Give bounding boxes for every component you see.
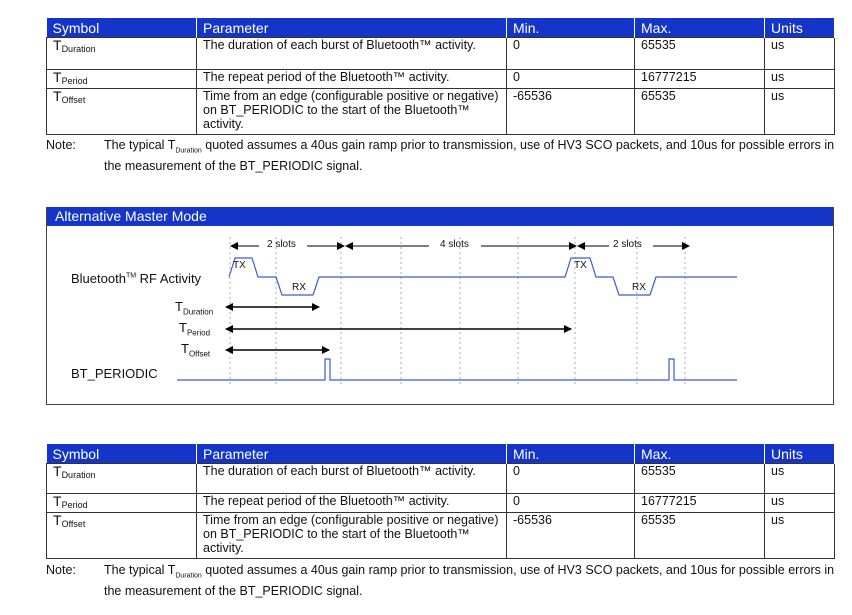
parameter-cell: Time from an edge (configurable positive or negative) on BT_PERIODIC to the start of the Bluetooth™ activity. [197, 89, 507, 135]
t-period-label: $T_{Period}$ [179, 320, 211, 338]
timing-diagram [46, 207, 834, 405]
max-cell: 16777215 [635, 70, 765, 89]
max-cell: 16777215 [635, 494, 765, 513]
slot-label-4-slots: 4 slots [440, 239, 469, 250]
timing-diagram-graphic [47, 207, 835, 405]
header-units: Units [765, 444, 835, 464]
symbol-sub: Duration [61, 44, 96, 54]
table-row [47, 70, 835, 89]
table-row [47, 464, 835, 494]
max-cell: 65535 [635, 38, 765, 70]
note-text: The typical $T_{Duration}$ quoted assumes a 40us gain ramp prior to transmission, use of HV3 SCO packets, and 10us for possible errors in the measurement of the BT_PERIODIC signal. [104, 563, 835, 598]
symbol-cell [47, 494, 197, 513]
parameter-cell: The duration of each burst of Bluetooth™ activity. [197, 38, 507, 70]
symbol-sub: Period [61, 76, 88, 86]
note-text: The typical $T_{Duration}$ quoted assumes a 40us gain ramp prior to transmission, use of HV3 SCO packets, and 10us for possible errors in the measurement of the BT_PERIODIC signal. [104, 138, 835, 173]
table-header-row [47, 18, 835, 38]
rx-label-second: RX [632, 282, 646, 293]
min-cell: 0 [507, 494, 635, 513]
t-timing-arrows [226, 307, 571, 350]
symbol-sub: Period [61, 500, 88, 510]
max-cell: 65535 [635, 513, 765, 559]
min-cell: -65536 [507, 513, 635, 559]
table-row [47, 513, 835, 559]
tx-label-second: TX [574, 260, 587, 271]
units-cell: us [765, 513, 835, 559]
parameter-cell: The duration of each burst of Bluetooth™ activity. [197, 464, 507, 494]
symbol-cell [47, 70, 197, 89]
slot-label-2-slots-second: 2 slots [613, 239, 642, 250]
max-cell: 65535 [635, 464, 765, 494]
t-offset-label: $T_{Offset}$ [181, 341, 211, 359]
rf-activity-label: Bluetooth™ RF Activity [71, 271, 202, 286]
header-max: Max. [635, 18, 765, 38]
min-cell: 0 [507, 38, 635, 70]
parameter-cell: The repeat period of the Bluetooth™ activity. [197, 494, 507, 513]
header-units: Units [765, 18, 835, 38]
table-row [47, 38, 835, 70]
symbol-cell [47, 513, 197, 559]
bt-periodic-waveform [177, 359, 737, 380]
parameter-table-top [46, 18, 835, 135]
header-max: Max. [635, 444, 765, 464]
table-row [47, 89, 835, 135]
header-min: Min. [507, 444, 635, 464]
units-cell: us [765, 89, 835, 135]
units-cell: us [765, 70, 835, 89]
parameter-cell: The repeat period of the Bluetooth™ activity. [197, 70, 507, 89]
symbol-sub: Duration [61, 470, 96, 480]
tx-label-first: TX [233, 260, 246, 271]
header-min: Min. [507, 18, 635, 38]
units-cell: us [765, 38, 835, 70]
header-parameter: Parameter [197, 444, 507, 464]
units-cell: us [765, 464, 835, 494]
diagram-title: Alternative Master Mode [47, 207, 833, 226]
symbol-main: T [53, 88, 62, 104]
units-cell: us [765, 494, 835, 513]
symbol-main: T [53, 37, 62, 53]
slot-label-2-slots-first: 2 slots [267, 239, 296, 250]
rx-label-first: RX [292, 282, 306, 293]
symbol-cell [47, 464, 197, 494]
symbol-main: T [53, 463, 62, 479]
header-parameter: Parameter [197, 18, 507, 38]
note-label: Note: [46, 563, 76, 577]
min-cell: -65536 [507, 89, 635, 135]
symbol-main: T [53, 512, 62, 528]
symbol-sub: Offset [61, 95, 86, 105]
symbol-cell [47, 38, 197, 70]
min-cell: 0 [507, 70, 635, 89]
max-cell: 65535 [635, 89, 765, 135]
slot-grid-lines [230, 237, 685, 385]
parameter-cell: Time from an edge (configurable positive or negative) on BT_PERIODIC to the start of the Bluetooth™ activity. [197, 513, 507, 559]
symbol-main: T [53, 493, 62, 509]
header-symbol: Symbol [47, 444, 197, 464]
table-row [47, 494, 835, 513]
symbol-main: T [53, 69, 62, 85]
parameter-table-bottom [46, 444, 835, 559]
t-duration-label: $T_{Duration}$ [175, 299, 214, 317]
symbol-sub: Offset [61, 519, 86, 529]
header-symbol: Symbol [47, 18, 197, 38]
bt-periodic-label: BT_PERIODIC [71, 366, 158, 381]
symbol-cell [47, 89, 197, 135]
min-cell: 0 [507, 464, 635, 494]
note-label: Note: [46, 138, 76, 152]
table-header-row [47, 444, 835, 464]
